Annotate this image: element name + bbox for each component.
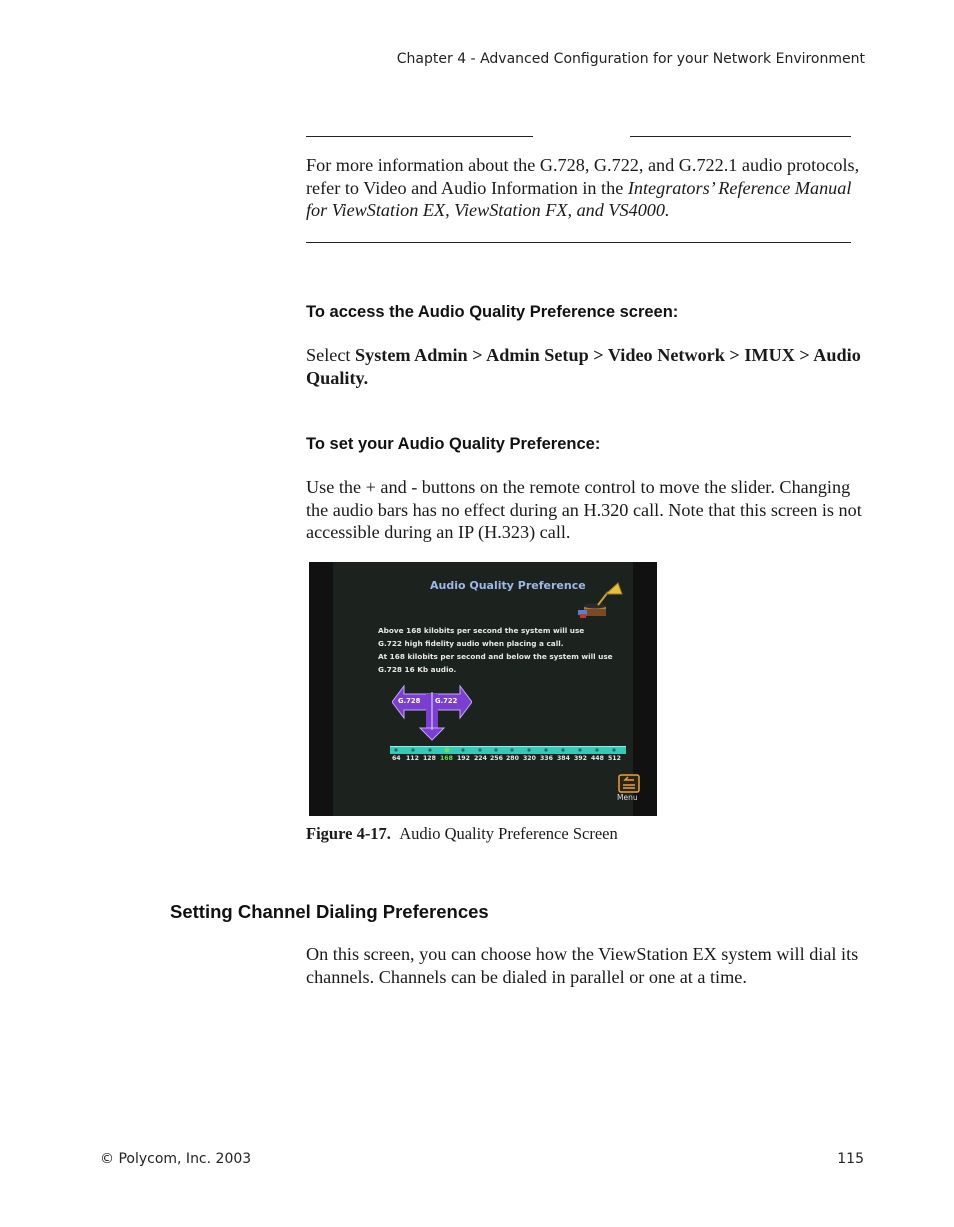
running-header: Chapter 4 - Advanced Configuration for your Network Environment [396,51,865,67]
page-number: 115 [837,1151,864,1167]
screenshot-line-3: At 168 kilobits per second and below the system will use [378,652,613,661]
note-reference-title: Integrators’ Reference Manual for ViewStation EX, ViewStation FX, and VS4000. [306,177,852,220]
tick-label: 280 [506,755,519,762]
tick-label: 392 [574,755,587,762]
tick-label: 512 [608,755,621,762]
set-instruction: Use the + and - buttons on the remote control to move the slider. Changing the audio bars has no effect during an H.320 call. Note that this screen is not accessible during an IP (H.323) call. [306,477,862,542]
figure-caption [306,824,618,844]
tick-label: 192 [457,755,470,762]
section-heading: Setting Channel Dialing Preferences [170,901,489,922]
access-select-word: Select [306,345,355,365]
note-block [306,154,866,222]
g728-label: G.728 [398,697,421,705]
slider-tick-marks [390,746,626,754]
slider-arrow-icon[interactable] [392,682,472,742]
menu-label: Menu [617,793,638,802]
figure-number: Figure 4-17. [306,824,391,843]
tick-label: 112 [406,755,419,762]
g722-label: G.722 [435,697,458,705]
screenshot-line-2: G.722 high fidelity audio when placing a call. [378,639,564,648]
screenshot-title: Audio Quality Preference [430,579,586,592]
tick-label: 224 [474,755,487,762]
access-menu-path: System Admin > Admin Setup > Video Network > IMUX > Audio Quality. [306,345,861,388]
note-rule-bottom [306,242,851,243]
slider-thumb [445,748,450,753]
figure-title: Audio Quality Preference Screen [399,824,618,843]
access-heading: To access the Audio Quality Preference screen: [306,303,679,321]
screenshot-description [378,624,613,676]
note-text: For more information about the G.728, G.722, and G.722.1 audio protocols, refer to Video and Audio Information in the [306,155,860,198]
footer-copyright: © Polycom, Inc. 2003 [100,1151,252,1167]
gramophone-icon [578,580,624,620]
section-body: On this screen, you can choose how the ViewStation EX system will dial its channels. Channels can be dialed in parallel or one at a time. [306,944,859,987]
screenshot-line-4: G.728 16 Kb audio. [378,665,457,674]
tick-label-selected: 168 [440,755,453,762]
tick-label: 384 [557,755,570,762]
screenshot-line-1: Above 168 kilobits per second the system will use [378,626,585,635]
access-instruction [306,344,871,389]
tick-label: 336 [540,755,553,762]
tick-label: 128 [423,755,436,762]
note-rule-top-right [630,136,851,137]
set-heading: To set your Audio Quality Preference: [306,435,601,453]
tick-label: 256 [490,755,503,762]
audio-quality-screenshot [309,562,657,816]
tick-label: 320 [523,755,536,762]
note-rule-top-left [306,136,533,137]
tick-label: 64 [392,755,401,762]
screenshot-screen [333,562,638,816]
tick-label: 448 [591,755,604,762]
menu-icon[interactable] [618,774,640,793]
